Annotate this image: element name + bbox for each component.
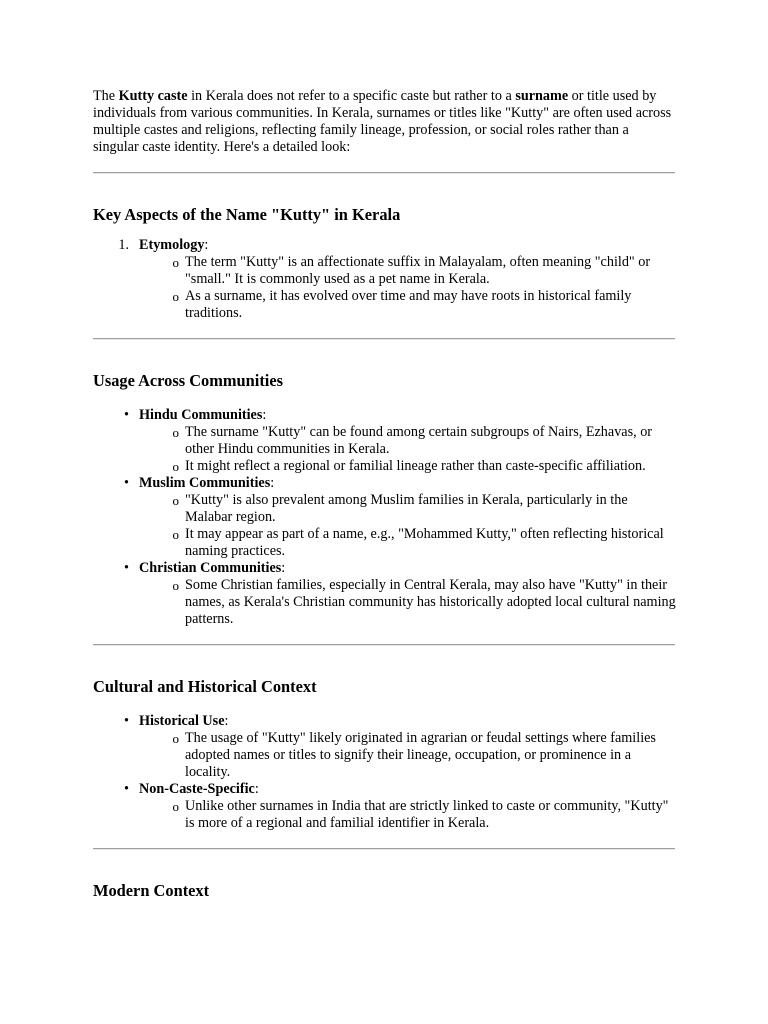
- list-item: [93, 475, 676, 560]
- intro-paragraph: [93, 88, 676, 156]
- sub-list-item: [139, 798, 676, 832]
- sub-marker: o: [172, 578, 179, 593]
- label-colon: :: [270, 475, 275, 491]
- list-item: [93, 560, 676, 628]
- sub-list-item: [139, 492, 676, 526]
- sub-list-item: [139, 254, 676, 288]
- sub-item-text: As a surname, it has evolved over time and may have roots in historical family traditions.: [185, 288, 632, 321]
- sub-marker: o: [172, 527, 179, 542]
- sub-list-item: [139, 288, 676, 322]
- sub-list-item: [139, 577, 676, 628]
- label-colon: :: [204, 237, 209, 253]
- list-item: [93, 407, 676, 475]
- sub-list: [139, 577, 676, 628]
- section-heading: Usage Across Communities: [93, 371, 284, 390]
- label-colon: :: [224, 713, 229, 729]
- list-marker: •: [124, 407, 129, 423]
- sub-marker: o: [172, 799, 179, 814]
- sub-item-text: The term "Kutty" is an affectionate suffix in Malayalam, often meaning "child" or "small." It is commonly used as a pet name in Kerala.: [185, 254, 651, 287]
- label-colon: :: [281, 560, 286, 576]
- sub-list-item: [139, 424, 676, 458]
- list-item: [93, 237, 676, 322]
- divider: [93, 644, 675, 646]
- sub-item-text: It may appear as part of a name, e.g., "Mohammed Kutty," often reflecting historical naming practices.: [185, 526, 664, 559]
- list-marker: •: [124, 475, 129, 491]
- sub-item-text: "Kutty" is also prevalent among Muslim families in Kerala, particularly in the Malabar region.: [185, 492, 628, 525]
- sub-item-text: The usage of "Kutty" likely originated in agrarian or feudal settings where families adopted names or titles to signify their lineage, occupation, or prominence in a locality.: [185, 730, 656, 780]
- sub-marker: o: [172, 255, 179, 270]
- intro-text: or title used by individuals from various communities. In Kerala, surnames or titles like "Kutty" are often used across multiple castes and religions, reflecting family lineage, profession, or social roles rather than a singular caste identity. Here's a detailed look:: [93, 88, 672, 155]
- list-marker: •: [124, 560, 129, 576]
- sub-list-item: [139, 458, 676, 475]
- divider: [93, 172, 675, 174]
- list-marker: •: [124, 781, 129, 797]
- label-colon: :: [262, 407, 267, 423]
- item-label: Etymology: [139, 237, 205, 253]
- label-colon: :: [254, 781, 259, 797]
- list-item: [93, 713, 676, 781]
- intro-bold-surname: surname: [515, 88, 569, 104]
- item-label: Historical Use: [139, 713, 225, 729]
- document-content: [93, 88, 676, 901]
- sub-item-text: Unlike other surnames in India that are strictly linked to caste or community, "Kutty" is more of a regional and familial identifier in Kerala.: [185, 798, 669, 831]
- item-label: Hindu Communities: [139, 407, 263, 423]
- sub-item-text: Some Christian families, especially in Central Kerala, may also have "Kutty" in their names, as Kerala's Christian community has historically adopted local cultural naming patterns.: [185, 577, 676, 627]
- intro-text: in Kerala does not refer to a specific caste but rather to a: [187, 88, 516, 104]
- sub-item-text: It might reflect a regional or familial lineage rather than caste-specific affiliation.: [185, 458, 646, 474]
- sub-marker: o: [172, 493, 179, 508]
- sub-list: [139, 254, 676, 322]
- sub-marker: o: [172, 289, 179, 304]
- sub-marker: o: [172, 459, 179, 474]
- sub-item-text: The surname "Kutty" can be found among certain subgroups of Nairs, Ezhavas, or other Hindu communities in Kerala.: [185, 424, 653, 457]
- divider: [93, 338, 675, 340]
- section-heading: Modern Context: [93, 881, 210, 900]
- section-list: [93, 407, 676, 628]
- list-item: [93, 781, 676, 832]
- section-list: [93, 713, 676, 832]
- item-label: Non-Caste-Specific: [139, 781, 255, 797]
- section-list: [93, 237, 676, 322]
- sub-list: [139, 424, 676, 475]
- section-heading: Key Aspects of the Name "Kutty" in Kerala: [93, 205, 401, 224]
- sub-marker: o: [172, 731, 179, 746]
- item-label: Christian Communities: [139, 560, 282, 576]
- intro-text: The: [93, 88, 119, 104]
- sub-list-item: [139, 730, 676, 781]
- sub-marker: o: [172, 425, 179, 440]
- sub-list: [139, 492, 676, 560]
- sub-list-item: [139, 526, 676, 560]
- item-label: Muslim Communities: [139, 475, 271, 491]
- list-marker: 1.: [118, 237, 129, 253]
- sub-list: [139, 730, 676, 781]
- sub-list: [139, 798, 676, 832]
- list-marker: •: [124, 713, 129, 729]
- section-heading: Cultural and Historical Context: [93, 677, 317, 696]
- divider: [93, 848, 675, 850]
- intro-bold-kutty-caste: Kutty caste: [118, 88, 188, 104]
